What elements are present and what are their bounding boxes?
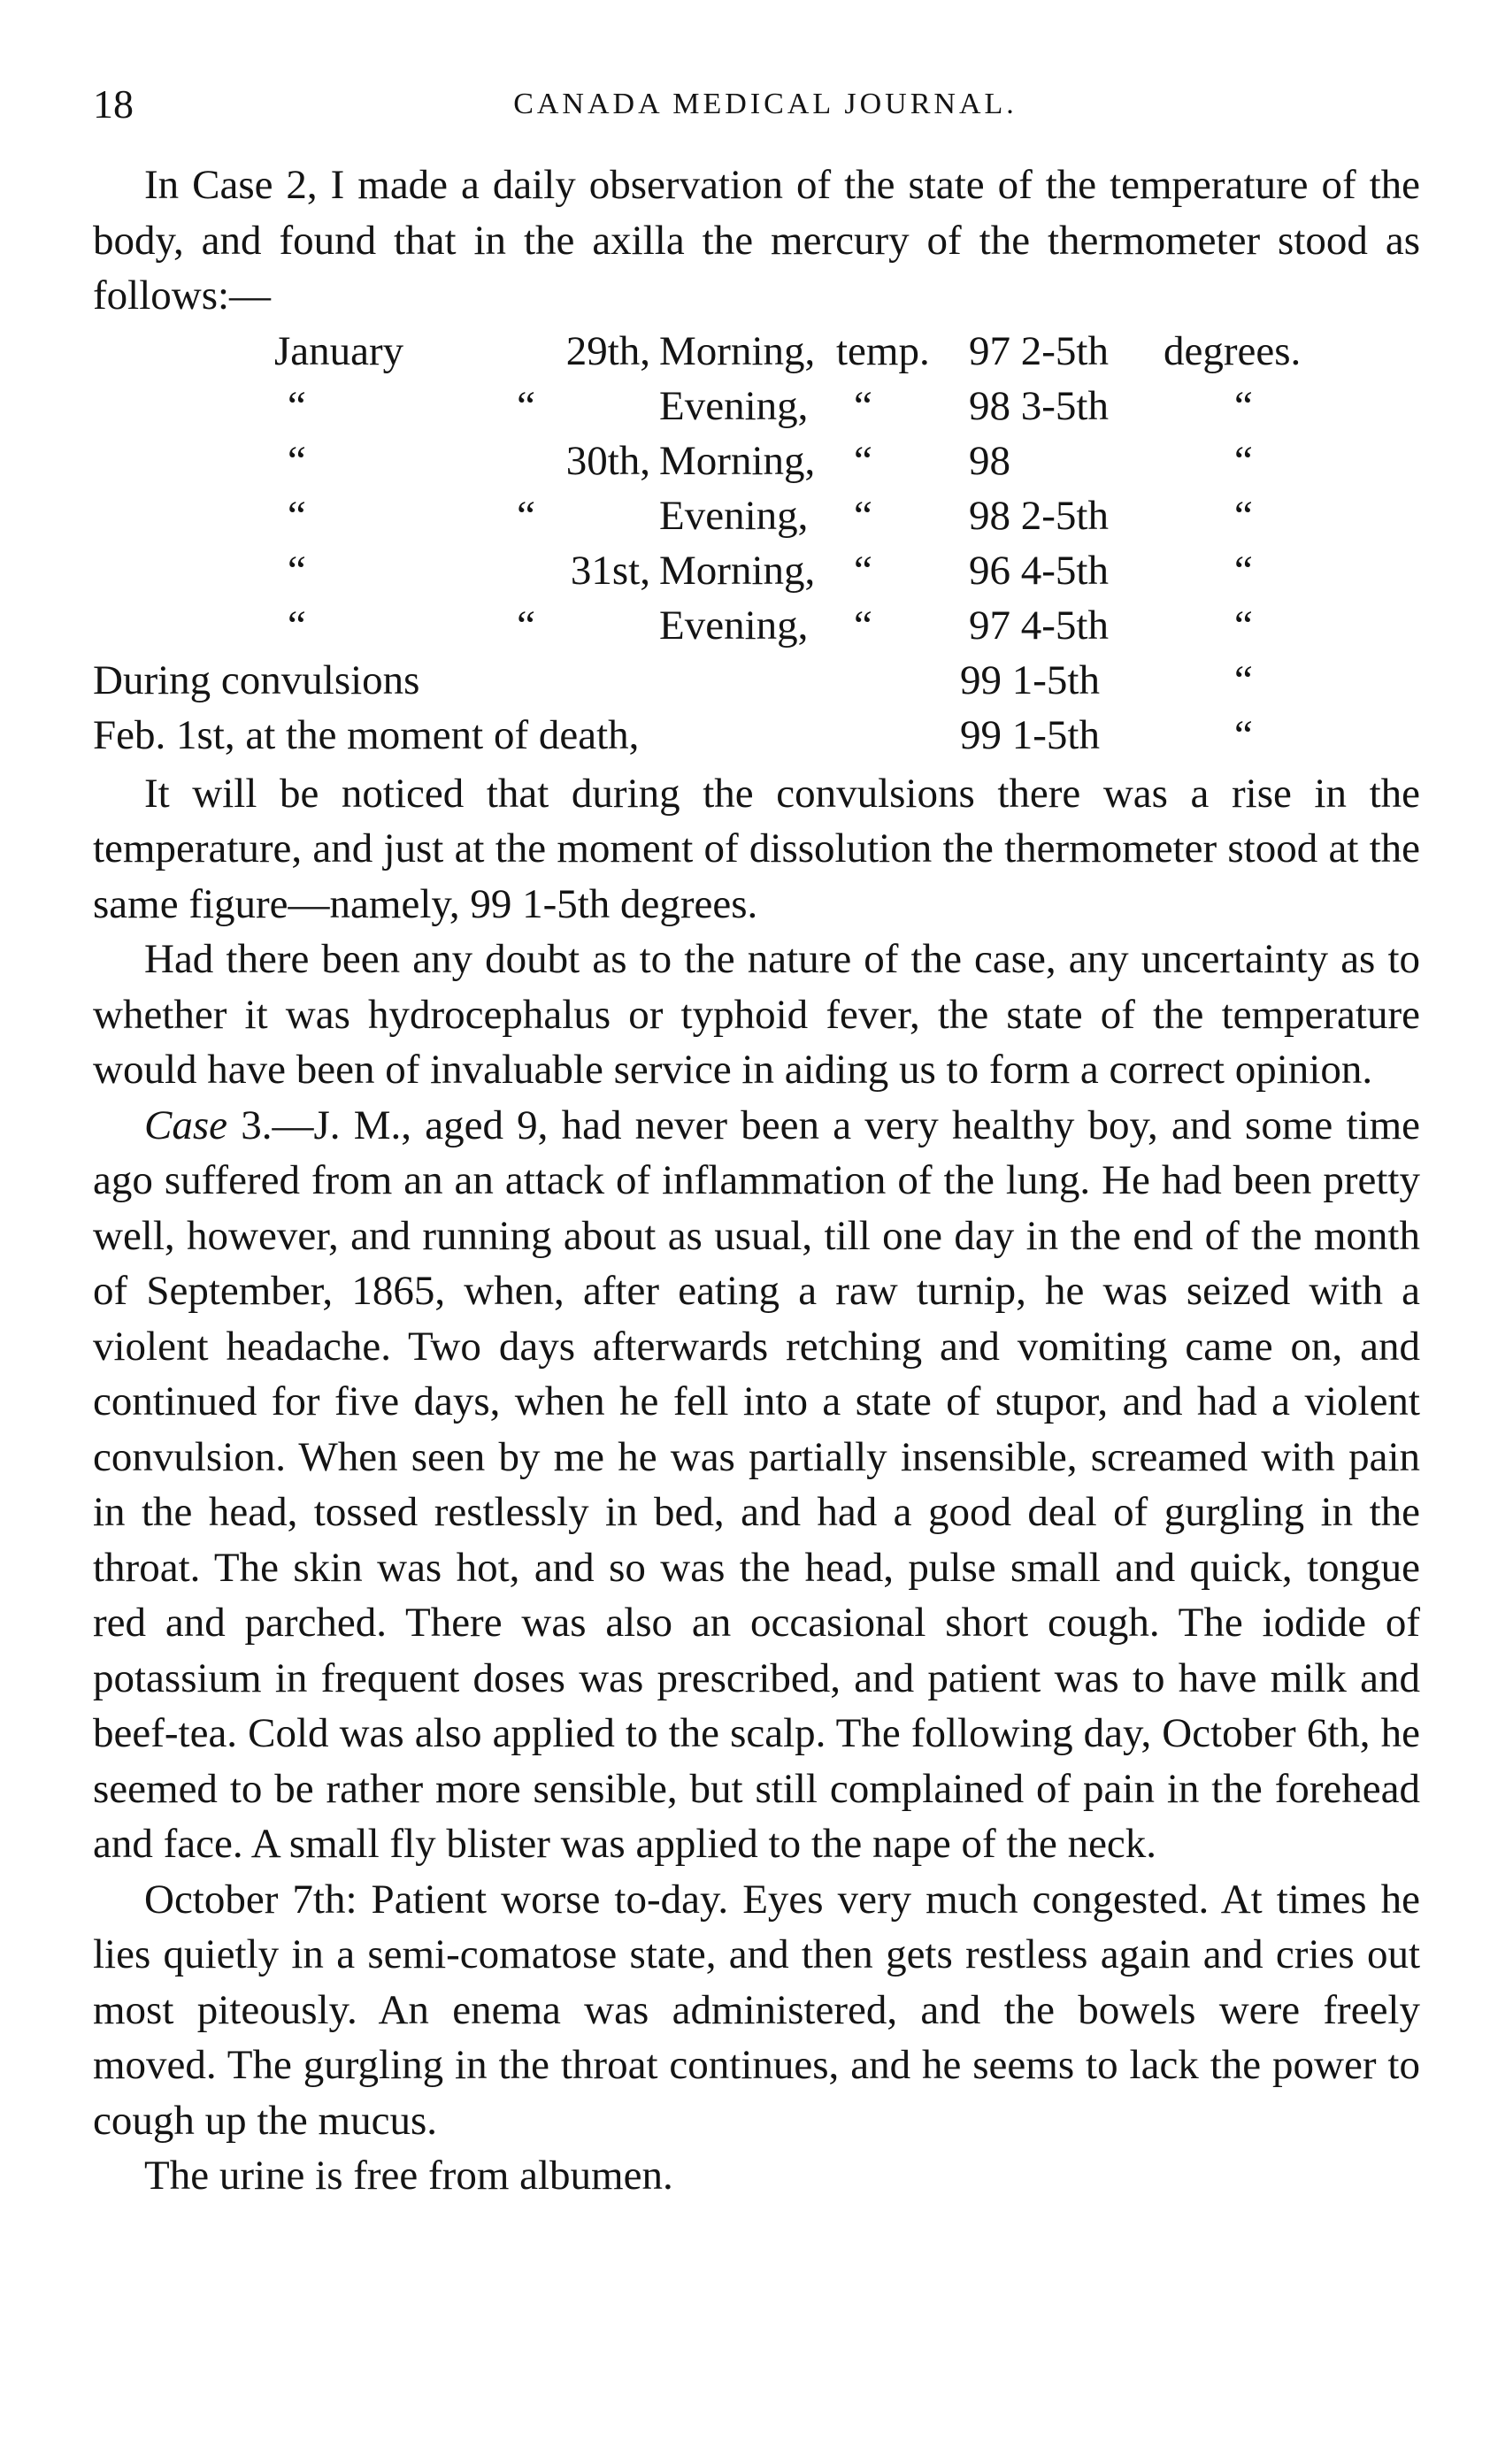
- unit-cell: “: [1234, 492, 1253, 539]
- temp-cell: “: [854, 602, 872, 649]
- time-cell: Evening,: [659, 382, 809, 429]
- unit-cell: “: [1234, 382, 1253, 429]
- month-cell: “: [288, 492, 306, 539]
- time-cell: Evening,: [659, 602, 809, 649]
- intro-paragraph: In Case 2, I made a daily observation of the state of the temperature of the body, and found that in the axilla the mercury of the thermometer stood as follows:—: [93, 162, 1420, 319]
- value-cell: 98: [969, 437, 1010, 484]
- value-cell: 98 2-5th: [969, 492, 1109, 539]
- month-cell: “: [288, 602, 306, 649]
- time-cell: Morning,: [659, 547, 816, 594]
- table-row: [93, 543, 1420, 599]
- temp-cell: “: [854, 547, 872, 594]
- value-cell: 99 1-5th: [960, 656, 1100, 703]
- value-cell: 97 4-5th: [969, 602, 1109, 649]
- page-number: 18: [93, 81, 134, 127]
- day-cell: “: [517, 382, 535, 429]
- page-header: [93, 78, 1438, 131]
- value-cell: 96 4-5th: [969, 547, 1109, 594]
- paragraph-observation: It will be noticed that during the convulsions there was a rise in the temperature, and just at the moment of dissolution the thermometer stood at the same figure—namely, 99 1-5th degrees.: [93, 770, 1420, 927]
- month-cell: January: [274, 327, 404, 374]
- paragraph-diagnosis: Had there been any doubt as to the nature of the case, any uncertainty as to whether it was hydrocephalus or typhoid fever, the state of the temperature would have been of invaluable service in aiding us to form a correct opinion.: [93, 936, 1420, 1093]
- case-3-text: 3.—J. M., aged 9, had never been a very healthy boy, and some time ago suffered from an an attack of inflammation of the lung. He had been pretty well, however, and running about as usual, till one day in the end of the month of September, 1865, when, after eating a raw turnip, he was seized with a violent headache. Two days afterwards retching and vomiting came on, and continued for five days, when he fell into a state of stupor, and had a violent convulsion. When seen by me he was partially insensible, screamed with pain in the head, tossed restlessly in bed, and had a good deal of gurgling in the throat. The skin was hot, and so was the head, pulse small and quick, tongue red and parched. There was also an occasional short cough. The iodide of potassium in frequent doses was prescribed, and patient was to have milk and beef-tea. Cold was also applied to the scalp. The following day, October 6th, he seemed to be rather more sensible, but still complained of pain in the forehead and face. A small fly blister was applied to the nape of the neck.: [93, 1102, 1420, 1867]
- month-cell: “: [288, 382, 306, 429]
- table-row: [93, 598, 1420, 654]
- table-row: [93, 708, 1420, 764]
- paragraph-october-7: October 7th: Patient worse to-day. Eyes very much congested. At times he lies quietly in a semi-comatose state, and then gets restless again and cries out most piteously. An enema was administered, and the bowels were freely moved. The gurgling in the throat continues, and he seems to lack the power to cough up the mucus.: [93, 1876, 1420, 2144]
- case-label: Case: [144, 1102, 227, 1148]
- time-cell: Morning,: [659, 327, 816, 374]
- day-cell: “: [517, 602, 535, 649]
- day-cell: “: [517, 492, 535, 539]
- day-cell: 29th,: [565, 327, 650, 374]
- temp-cell: “: [854, 492, 872, 539]
- time-cell: Evening,: [659, 492, 809, 539]
- month-cell: “: [288, 547, 306, 594]
- temp-cell: “: [854, 382, 872, 429]
- day-cell: 30th,: [565, 437, 650, 484]
- time-cell: Morning,: [659, 437, 816, 484]
- value-cell: 98 3-5th: [969, 382, 1109, 429]
- unit-cell: “: [1234, 547, 1253, 594]
- day-cell: 31st,: [570, 547, 650, 594]
- table-row: [93, 653, 1420, 709]
- temp-cell: “: [854, 437, 872, 484]
- temp-cell: temp.: [836, 327, 930, 374]
- paragraph-case-3: [93, 1098, 1420, 1872]
- running-head: CANADA MEDICAL JOURNAL.: [513, 88, 1018, 120]
- table-row: [93, 379, 1420, 434]
- table-row: [93, 324, 1420, 380]
- body-text: [93, 157, 1420, 2204]
- table-row: [93, 434, 1420, 489]
- label-cell: During convulsions: [93, 656, 420, 703]
- unit-cell: “: [1234, 656, 1253, 703]
- value-cell: 97 2-5th: [969, 327, 1109, 374]
- paragraph-urine: The urine is free from albumen.: [144, 2153, 673, 2199]
- unit-cell: “: [1234, 711, 1253, 758]
- label-cell: Feb. 1st, at the moment of death,: [93, 711, 640, 758]
- unit-cell: degrees.: [1164, 327, 1302, 374]
- unit-cell: “: [1234, 602, 1253, 649]
- temperature-table: [93, 324, 1420, 766]
- value-cell: 99 1-5th: [960, 711, 1100, 758]
- month-cell: “: [288, 437, 306, 484]
- unit-cell: “: [1234, 437, 1253, 484]
- table-row: [93, 488, 1420, 544]
